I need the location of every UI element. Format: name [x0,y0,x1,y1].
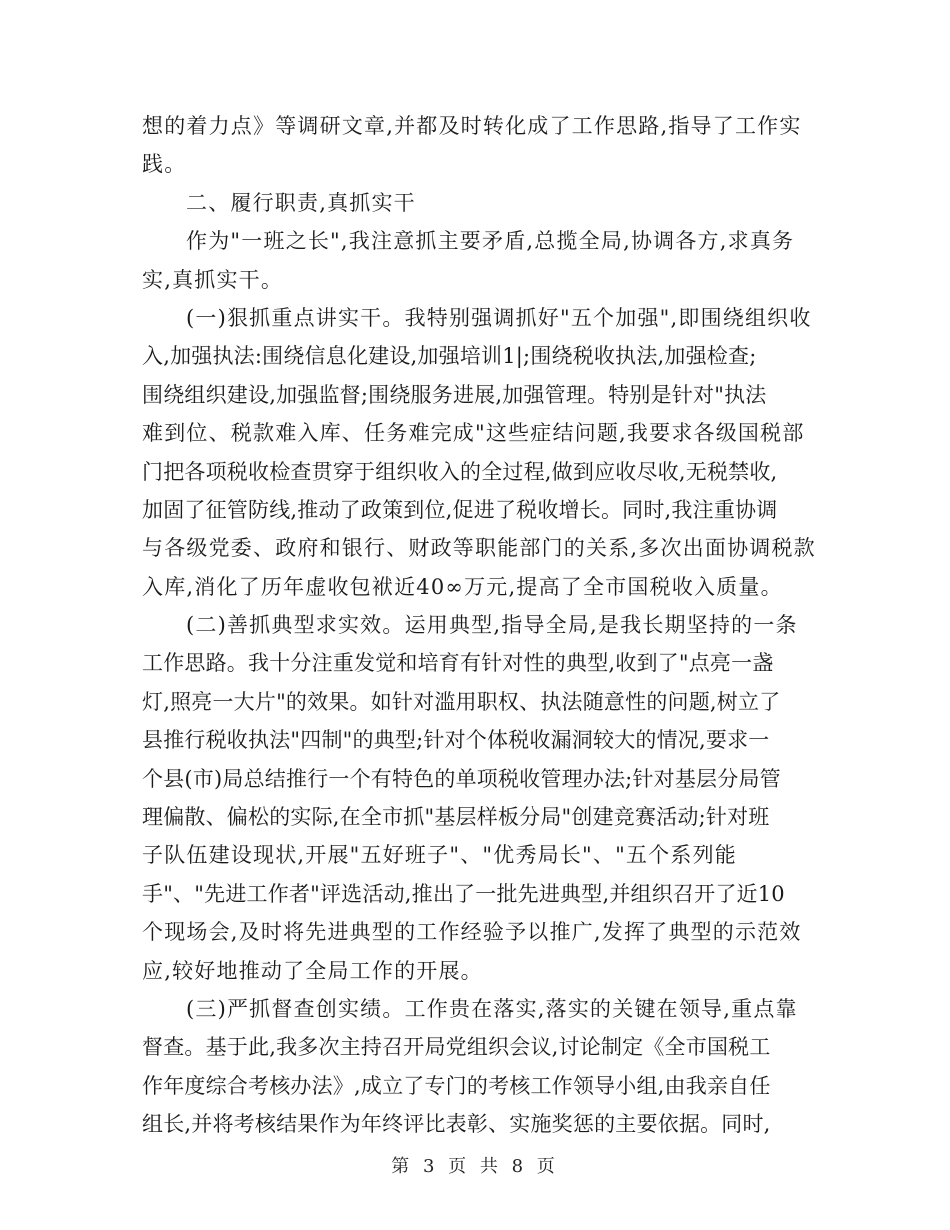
text-line: 督查。基于此,我多次主持召开局党组织会议,讨论制定《全市国税工 [142,1035,771,1060]
text-line: 入,加强执法:围绕信息化建设,加强培训1|;围绕税收执法,加强检查; [142,344,757,369]
text-line: 子队伍建设现状,开展"五好班子"、"优秀局长"、"五个系列能 [142,843,737,868]
text-line: 个现场会,及时将先进典型的工作经验予以推广,发挥了典型的示范效 [142,920,802,945]
text-line: (二)善抓典型求实效。运用典型,指导全局,是我长期坚持的一条 [186,613,798,638]
text-line: 应,较好地推动了全局工作的开展。 [142,958,483,983]
text-line: (三)严抓督查创实绩。工作贵在落实,落实的关键在领导,重点靠 [186,996,798,1021]
text-line: 县推行税收执法"四制"的典型;针对个体税收漏洞较大的情况,要求一 [142,728,770,753]
page-number-footer: 第 3 页 共 8 页 [391,1156,559,1177]
text-line: 工作思路。我十分注重发觉和培育有针对性的典型,收到了"点亮一盏 [142,651,774,676]
text-line: 作为"一班之长",我注意抓主要矛盾,总揽全局,协调各方,求真务 [186,229,795,254]
section-heading: 二、履行职责,真抓实干 [186,190,416,215]
text-line: 实,真抓实干。 [142,267,284,292]
text-line: 组长,并将考核结果作为年终评比表彰、实施奖惩的主要依据。同时, [142,1112,771,1137]
text-line: 作年度综合考核办法》,成立了专门的考核工作领导小组,由我亲自任 [142,1073,771,1098]
text-line: 个县(市)局总结推行一个有特色的单项税收管理办法;针对基层分局管 [142,766,781,791]
text-line: (一)狠抓重点讲实干。我特别强调抓好"五个加强",即围绕组织收 [186,305,812,330]
text-line: 想的着力点》等调研文章,并都及时转化成了工作思路,指导了工作实 [142,114,802,138]
text-line: 与各级党委、政府和银行、财政等职能部门的关系,多次出面协调税款 [142,536,816,561]
text-line: 难到位、税款难入库、任务难完成"这些症结问题,我要求各级国税部 [142,421,805,446]
text-line: 践。 [142,152,187,177]
text-line: 入库,消化了历年虚收包袱近40∞万元,提高了全市国税收入质量。 [142,574,783,599]
text-line: 加固了征管防线,推动了政策到位,促进了税收增长。同时,我注重协调 [142,497,778,522]
body-text [142,107,816,1144]
text-line: 灯,照亮一大片"的效果。如针对滥用职权、执法随意性的问题,树立了 [142,689,781,714]
text-line: 围绕组织建设,加强监督;围绕服务进展,加强管理。特别是针对"执法 [142,382,767,407]
text-line: 门把各项税收检查贯穿于组织收入的全过程,做到应收尽收,无税禁收, [142,459,778,484]
text-line: 理偏散、偏松的实际,在全市抓"基层样板分局"创建竞赛活动;针对班 [142,805,770,830]
text-line: 手"、"先进工作者"评选活动,推出了一批先进典型,并组织召开了近10 [142,881,785,906]
